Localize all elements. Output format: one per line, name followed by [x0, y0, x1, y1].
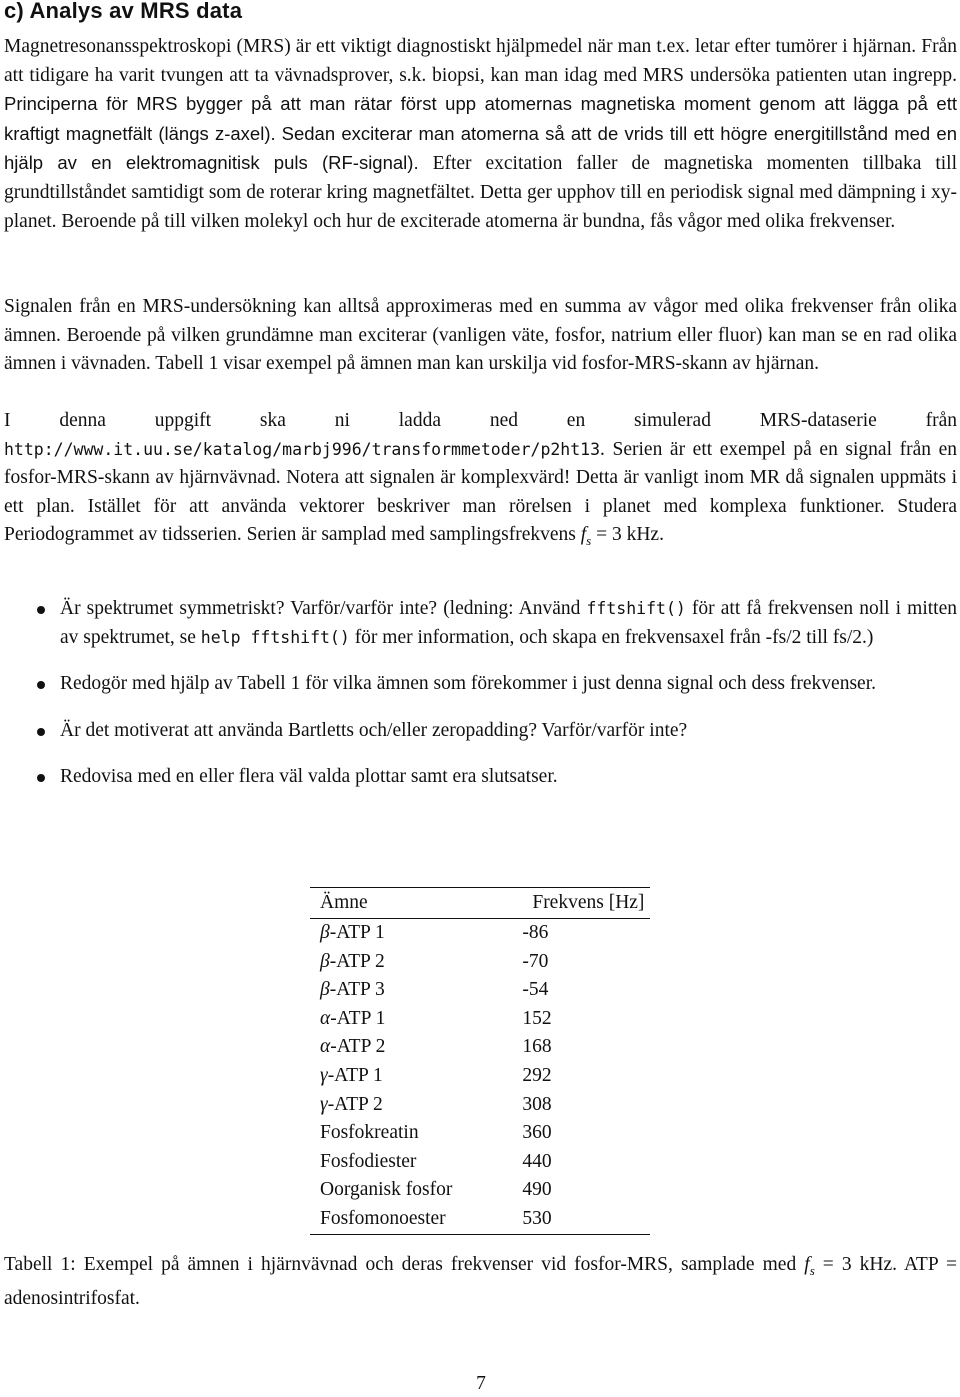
table-row: Fosfodiester 440	[320, 1150, 552, 1172]
list-item: Är det motiverat att använda Bartletts och/eller zeropadding? Varför/varför inte?	[4, 717, 957, 746]
page-number: 7	[476, 1373, 486, 1394]
table-row: β-ATP 3 -54	[320, 979, 549, 1001]
question-list	[4, 595, 957, 792]
code-help-fftshift: help fftshift()	[200, 627, 350, 647]
table-row: β-ATP 1 -86	[320, 922, 549, 943]
code-fftshift: fftshift()	[586, 599, 686, 618]
substance-frequency-table	[310, 887, 650, 1235]
table-row: α-ATP 2 168	[320, 1036, 552, 1058]
task-text-after-link: . Serien är ett exempel på en signal från en fosfor-MRS-skann av hjärnvävnad. Notera att signalen är komplexvärd! Detta är vanligt inom MR då signalen uppmäts i ett plan. Istället för att använda vektorer beskriver man rörelsen i planet med komplexa funktioner. Studera Periodogrammet av tidsserien. Serien är samplad med samplingsfrekvens	[4, 438, 957, 546]
task-paragraph	[4, 407, 957, 556]
list-item: Redogör med hjälp av Tabell 1 för vilka ämnen som förekommer i just denna signal och dess frekvenser.	[4, 670, 957, 699]
intro-sentence-1: Magnetresonansspektroskopi (MRS) är ett viktigt diagnostiskt hjälpmedel när man t.ex. letar efter tumörer i hjärnan. Från att tidigare ha varit tvungen att ta vävnadsprover, s.k. biopsi, kan man idag med MRS undersöka patienten utan ingrepp.	[4, 36, 957, 86]
table-caption: Tabell 1: Exempel på ämnen i hjärnvävnad och deras frekvenser vid fosfor-MRS, samplade med $f_s = 3$ kHz. ATP = adenosintrifosfat.	[4, 1254, 957, 1310]
section-heading: c) Analys av MRS data	[4, 0, 243, 23]
bullet-icon	[37, 774, 45, 782]
table-header-row	[310, 888, 650, 919]
list-item: Redovisa med en eller flera väl valda plottar samt era slutsatser.	[4, 763, 957, 792]
table-row: Fosfomonoester 530	[310, 1205, 650, 1234]
fs-subscript: s	[586, 533, 592, 549]
data-url-link[interactable]: http://www.it.uu.se/katalog/marbj996/transformmetoder/p2ht13	[4, 439, 601, 459]
fs-symbol: f	[580, 524, 587, 546]
fs-value: = 3 kHz.	[591, 524, 664, 546]
list-item: Är spektrumet symmetriskt? Varför/varför inte? (ledning: Använd fftshift() för att få frekvensen noll i mitten av spektrumet, se help fftshift() för mer information, och skapa en frekvensaxel från -fs/2 till fs/2.)	[4, 595, 957, 652]
table-row: Oorganisk fosfor 490	[320, 1179, 552, 1201]
intro-sentence-2: Principerna för MRS bygger på att man rätar först upp atomernas magnetiska moment genom att lägga på ett kraftigt magnetfält (längs z-axel).	[4, 93, 957, 144]
signal-paragraph: Signalen från en MRS-undersökning kan alltså approximeras med en summa av vågor med olika frekvenser från olika ämnen. Beroende på vilken grundämne man exciterar (vanligen väte, fosfor, natrium eller fluor) kan man se en rad olika ämnen i vävnaden. Tabell 1 visar exempel på ämnen man kan urskilja vid fosfor-MRS-skann av hjärnan.	[4, 296, 957, 375]
header-frequency: Frekvens [Hz]	[532, 891, 645, 913]
intro-paragraph	[4, 33, 957, 236]
table-row: β-ATP 2 -70	[320, 950, 549, 972]
bullet-icon	[37, 728, 45, 736]
table-row: α-ATP 1 152	[320, 1007, 552, 1029]
table-row: Fosfokreatin 360	[320, 1122, 552, 1144]
intro-sentence-3: Sedan exciterar man atomerna så att de vrids till ett högre energitillstånd med en hjälp av en elektromagnitisk puls (RF-signal).	[4, 122, 958, 174]
table-row: γ-ATP 2 308	[320, 1093, 552, 1115]
bullet-icon	[37, 606, 45, 614]
task-text-before-link: I denna uppgift ska ni ladda ned en simulerad MRS-dataserie från	[4, 410, 957, 431]
bullet-icon	[37, 681, 45, 689]
header-substance: Ämne	[320, 891, 368, 913]
intro-sentence-4: Efter excitation faller de magnetiska momenten tillbaka till grundtillståndet samtidigt som de roterar kring magnetfältet. Detta ger upphov till en periodisk signal med dämpning i xy-planet. Beroende på till vilken molekyl och hur de exciterade atomerna är bundna, fås vågor med olika frekvenser.	[4, 153, 958, 232]
table-row: γ-ATP 1 292	[320, 1064, 552, 1086]
